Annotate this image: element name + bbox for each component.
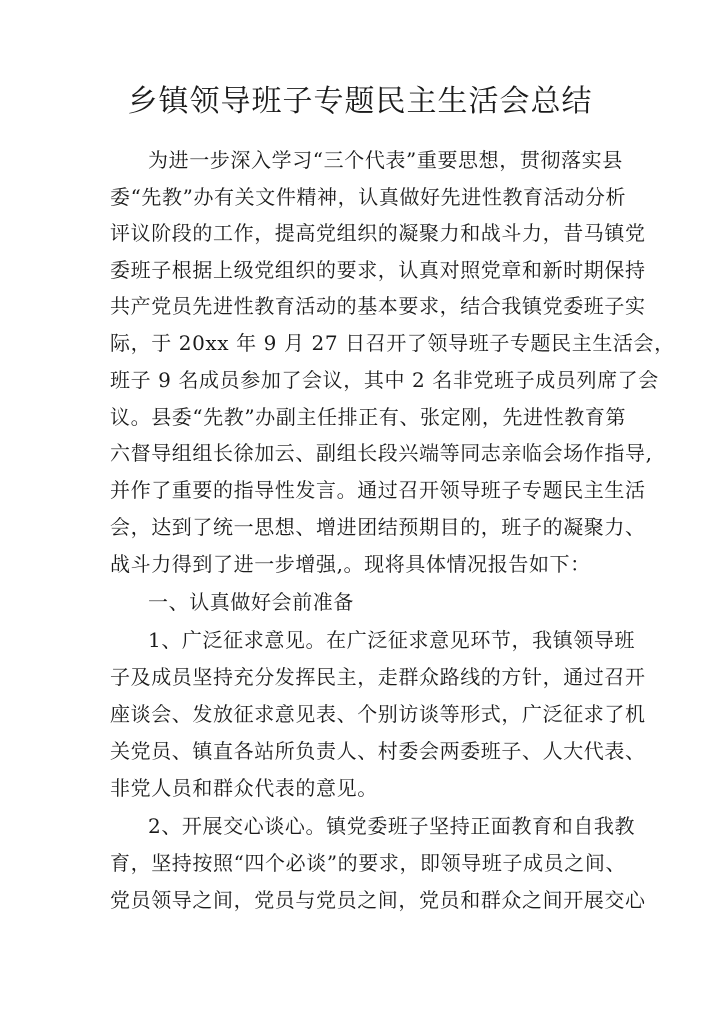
paragraph-line: 际，于 20xx 年 9 月 27 日召开了领导班子专题民主生活会， [110,331,675,355]
paragraph-line: 1、广泛征求意见。在广泛征求意见环节，我镇领导班 [148,628,636,652]
paragraph-line: 并作了重要的指导性发言。通过召开领导班子专题民主生活 [110,478,646,502]
paragraph-line: 班子 9 名成员参加了会议，其中 2 名非党班子成员列席了会 [110,368,659,392]
paragraph-line: 为进一步深入学习“三个代表”重要思想，贯彻落实县 [148,148,623,172]
paragraph-line: 评议阶段的工作，提高党组织的凝聚力和战斗力，昔马镇党 [110,221,646,245]
document-title: 乡镇领导班子专题民主生活会总结 [127,84,593,119]
paragraph-line: 党员领导之间，党员与党员之间，党员和群众之间开展交心 [110,888,646,912]
paragraph-line: 委“先教”办有关文件精神，认真做好先进性教育活动分析 [110,185,627,209]
paragraph-line: 共产党员先进性教育活动的基本要求，结合我镇党委班子实 [110,294,646,318]
paragraph-line: 非党人员和群众代表的意见。 [110,776,378,800]
paragraph-line: 2、开展交心谈心。镇党委班子坚持正面教育和自我教 [148,814,636,838]
paragraph-line: 育，坚持按照“四个必谈”的要求，即领导班子成员之间、 [110,851,627,875]
paragraph-line: 议。县委“先教”办副主任排正有、张定刚，先进性教育第 [110,405,627,429]
paragraph-line: 座谈会、发放征求意见表、个别访谈等形式，广泛征求了机 [110,702,646,726]
paragraph-line: 六督导组组长徐加云、副组长段兴端等同志亲临会场作指导, [110,441,653,465]
paragraph-line: 关党员、镇直各站所负责人、村委会两委班子、人大代表、 [110,739,646,763]
section-heading: 一、认真做好会前准备 [148,590,354,614]
paragraph-line: 战斗力得到了进一步增强,。现将具体情况报告如下： [110,552,591,576]
paragraph-line: 会，达到了统一思想、增进团结预期目的，班子的凝聚力、 [110,515,646,539]
paragraph-line: 委班子根据上级党组织的要求，认真对照党章和新时期保持 [110,258,646,282]
paragraph-line: 子及成员坚持充分发挥民主，走群众路线的方针，通过召开 [110,665,646,689]
